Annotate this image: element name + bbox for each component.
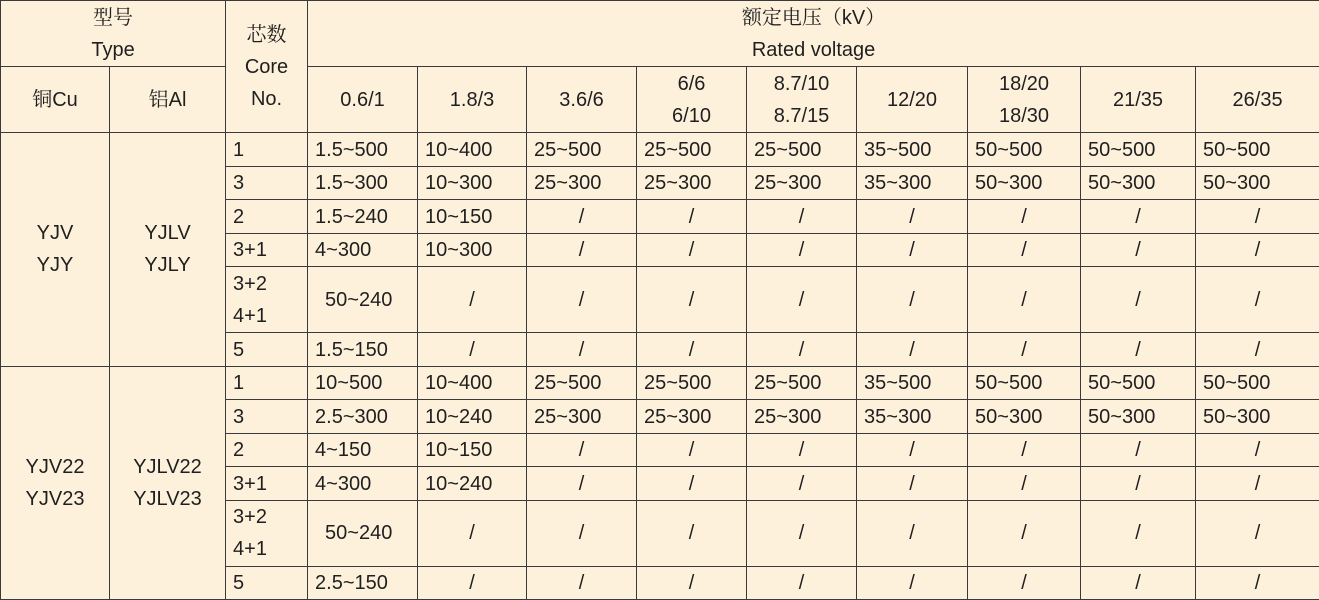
cross-section-cell: 35~500 bbox=[857, 133, 968, 167]
cross-section-cell: 10~240 bbox=[418, 400, 527, 434]
not-available-cell: / bbox=[1081, 333, 1196, 367]
cross-section-cell: 1.5~240 bbox=[308, 200, 418, 234]
not-available-cell: / bbox=[418, 566, 527, 600]
core-count-cell bbox=[226, 366, 308, 400]
voltage-column-header bbox=[308, 67, 418, 133]
aluminum-type-cell bbox=[110, 133, 226, 367]
cross-section-cell: 35~300 bbox=[857, 166, 968, 200]
copper-type-cell bbox=[1, 366, 110, 600]
voltage-header-en: Rated voltage bbox=[308, 34, 1319, 66]
core-count-label: 2 bbox=[233, 201, 307, 233]
voltage-column-header bbox=[1196, 67, 1319, 133]
not-available-cell: / bbox=[747, 333, 857, 367]
cross-section-cell: 10~150 bbox=[418, 433, 527, 467]
not-available-cell: / bbox=[1196, 566, 1319, 600]
core-header-cell bbox=[226, 1, 308, 133]
voltage-label: 6/10 bbox=[637, 100, 746, 132]
not-available-cell: / bbox=[747, 467, 857, 501]
type-header-zh: 型号 bbox=[1, 2, 225, 34]
aluminum-type-label: YJLY bbox=[110, 249, 225, 281]
core-count-label: 5 bbox=[233, 334, 307, 366]
cross-section-cell: 50~500 bbox=[1081, 366, 1196, 400]
core-count-cell bbox=[226, 200, 308, 234]
cross-section-cell: 50~300 bbox=[968, 400, 1081, 434]
not-available-cell: / bbox=[857, 233, 968, 267]
cross-section-cell: 50~500 bbox=[968, 133, 1081, 167]
cross-section-cell: 50~500 bbox=[1196, 366, 1319, 400]
cross-section-cell: 4~300 bbox=[308, 233, 418, 267]
not-available-cell: / bbox=[1081, 200, 1196, 234]
not-available-cell: / bbox=[637, 467, 747, 501]
aluminum-type-label: YJLV23 bbox=[110, 483, 225, 515]
not-available-cell: / bbox=[968, 433, 1081, 467]
not-available-cell: / bbox=[747, 433, 857, 467]
voltage-label: 8.7/15 bbox=[747, 100, 856, 132]
voltage-column-header bbox=[747, 67, 857, 133]
cross-section-cell: 50~500 bbox=[1196, 133, 1319, 167]
core-count-cell bbox=[226, 433, 308, 467]
cross-section-cell: 50~300 bbox=[1196, 166, 1319, 200]
core-count-label: 1 bbox=[233, 134, 307, 166]
cross-section-cell: 2.5~150 bbox=[308, 566, 418, 600]
table-row bbox=[1, 366, 1319, 400]
not-available-cell: / bbox=[1081, 233, 1196, 267]
table-row bbox=[1, 133, 1319, 167]
core-header-en-1: Core bbox=[226, 51, 307, 83]
not-available-cell: / bbox=[747, 267, 857, 333]
core-count-label: 4+1 bbox=[233, 533, 307, 565]
core-count-label: 3+2 bbox=[233, 501, 307, 533]
cross-section-cell: 10~500 bbox=[308, 366, 418, 400]
not-available-cell: / bbox=[527, 566, 637, 600]
not-available-cell: / bbox=[418, 500, 527, 566]
voltage-label: 1.8/3 bbox=[418, 84, 526, 116]
not-available-cell: / bbox=[968, 267, 1081, 333]
copper-type-label: YJV bbox=[1, 217, 109, 249]
core-count-label: 3+1 bbox=[233, 234, 307, 266]
cross-section-cell: 4~150 bbox=[308, 433, 418, 467]
cross-section-cell: 50~240 bbox=[308, 267, 418, 333]
not-available-cell: / bbox=[968, 200, 1081, 234]
core-count-label: 3 bbox=[233, 401, 307, 433]
cross-section-cell: 50~300 bbox=[1081, 400, 1196, 434]
not-available-cell: / bbox=[857, 500, 968, 566]
voltage-label: 6/6 bbox=[637, 68, 746, 100]
not-available-cell: / bbox=[418, 267, 527, 333]
cross-section-cell: 25~500 bbox=[527, 366, 637, 400]
cross-section-cell: 50~300 bbox=[1081, 166, 1196, 200]
not-available-cell: / bbox=[418, 333, 527, 367]
core-header-zh: 芯数 bbox=[226, 19, 307, 51]
copper-type-label: YJV23 bbox=[1, 483, 109, 515]
not-available-cell: / bbox=[1196, 333, 1319, 367]
voltage-row bbox=[1, 67, 1319, 133]
cross-section-cell: 50~240 bbox=[308, 500, 418, 566]
not-available-cell: / bbox=[637, 566, 747, 600]
voltage-label: 26/35 bbox=[1196, 84, 1319, 116]
not-available-cell: / bbox=[1196, 267, 1319, 333]
not-available-cell: / bbox=[857, 433, 968, 467]
not-available-cell: / bbox=[527, 233, 637, 267]
voltage-label: 18/30 bbox=[968, 100, 1080, 132]
not-available-cell: / bbox=[1081, 433, 1196, 467]
copper-type-label: YJV22 bbox=[1, 451, 109, 483]
voltage-column-header bbox=[1081, 67, 1196, 133]
core-count-label: 1 bbox=[233, 367, 307, 399]
not-available-cell: / bbox=[1081, 500, 1196, 566]
not-available-cell: / bbox=[1081, 566, 1196, 600]
cross-section-cell: 10~240 bbox=[418, 467, 527, 501]
cross-section-cell: 10~150 bbox=[418, 200, 527, 234]
cross-section-cell: 50~300 bbox=[968, 166, 1081, 200]
core-count-cell bbox=[226, 133, 308, 167]
voltage-label: 3.6/6 bbox=[527, 84, 636, 116]
cross-section-cell: 50~500 bbox=[968, 366, 1081, 400]
not-available-cell: / bbox=[747, 200, 857, 234]
cross-section-cell: 25~300 bbox=[747, 166, 857, 200]
cross-section-cell: 1.5~500 bbox=[308, 133, 418, 167]
not-available-cell: / bbox=[857, 200, 968, 234]
not-available-cell: / bbox=[637, 500, 747, 566]
voltage-column-header bbox=[418, 67, 527, 133]
not-available-cell: / bbox=[527, 200, 637, 234]
voltage-header-zh: 额定电压（kV） bbox=[308, 2, 1319, 34]
not-available-cell: / bbox=[747, 233, 857, 267]
core-count-label: 3+1 bbox=[233, 468, 307, 500]
cross-section-cell: 25~300 bbox=[527, 400, 637, 434]
not-available-cell: / bbox=[968, 500, 1081, 566]
not-available-cell: / bbox=[857, 467, 968, 501]
not-available-cell: / bbox=[968, 233, 1081, 267]
not-available-cell: / bbox=[637, 267, 747, 333]
not-available-cell: / bbox=[527, 467, 637, 501]
not-available-cell: / bbox=[747, 566, 857, 600]
core-count-cell bbox=[226, 233, 308, 267]
copper-type-cell bbox=[1, 133, 110, 367]
not-available-cell: / bbox=[527, 267, 637, 333]
not-available-cell: / bbox=[968, 467, 1081, 501]
cross-section-cell: 25~300 bbox=[527, 166, 637, 200]
not-available-cell: / bbox=[747, 500, 857, 566]
voltage-column-header bbox=[857, 67, 968, 133]
not-available-cell: / bbox=[527, 433, 637, 467]
aluminum-header: 铝Al bbox=[110, 67, 226, 133]
core-count-label: 5 bbox=[233, 567, 307, 599]
cross-section-cell: 25~300 bbox=[747, 400, 857, 434]
voltage-label: 0.6/1 bbox=[308, 84, 417, 116]
not-available-cell: / bbox=[1081, 467, 1196, 501]
core-count-cell bbox=[226, 467, 308, 501]
aluminum-type-label: YJLV bbox=[110, 217, 225, 249]
type-header-en: Type bbox=[1, 34, 225, 66]
not-available-cell: / bbox=[857, 333, 968, 367]
aluminum-type-cell bbox=[110, 366, 226, 600]
voltage-column-header bbox=[527, 67, 637, 133]
copper-header: 铜Cu bbox=[1, 67, 110, 133]
cross-section-cell: 1.5~300 bbox=[308, 166, 418, 200]
core-count-cell bbox=[226, 166, 308, 200]
not-available-cell: / bbox=[637, 333, 747, 367]
copper-type-label: YJY bbox=[1, 249, 109, 281]
cross-section-cell: 10~300 bbox=[418, 233, 527, 267]
voltage-label: 18/20 bbox=[968, 68, 1080, 100]
table-body bbox=[1, 133, 1319, 600]
not-available-cell: / bbox=[1196, 233, 1319, 267]
aluminum-type-label: YJLV22 bbox=[110, 451, 225, 483]
type-header-cell bbox=[1, 1, 226, 67]
cross-section-cell: 25~500 bbox=[747, 366, 857, 400]
cross-section-cell: 10~400 bbox=[418, 133, 527, 167]
not-available-cell: / bbox=[857, 267, 968, 333]
voltage-label: 21/35 bbox=[1081, 84, 1195, 116]
cross-section-cell: 25~500 bbox=[527, 133, 637, 167]
cross-section-cell: 25~500 bbox=[747, 133, 857, 167]
not-available-cell: / bbox=[637, 233, 747, 267]
cross-section-cell: 10~400 bbox=[418, 366, 527, 400]
not-available-cell: / bbox=[857, 566, 968, 600]
cross-section-cell: 25~300 bbox=[637, 166, 747, 200]
voltage-header-cell bbox=[308, 1, 1319, 67]
core-count-cell bbox=[226, 400, 308, 434]
not-available-cell: / bbox=[1081, 267, 1196, 333]
voltage-label: 8.7/10 bbox=[747, 68, 856, 100]
not-available-cell: / bbox=[527, 333, 637, 367]
core-count-cell bbox=[226, 333, 308, 367]
not-available-cell: / bbox=[637, 200, 747, 234]
not-available-cell: / bbox=[637, 433, 747, 467]
cross-section-cell: 50~500 bbox=[1081, 133, 1196, 167]
cross-section-cell: 50~300 bbox=[1196, 400, 1319, 434]
not-available-cell: / bbox=[1196, 200, 1319, 234]
cross-section-cell: 35~500 bbox=[857, 366, 968, 400]
cross-section-cell: 25~500 bbox=[637, 133, 747, 167]
cross-section-cell: 35~300 bbox=[857, 400, 968, 434]
core-count-cell bbox=[226, 566, 308, 600]
not-available-cell: / bbox=[1196, 467, 1319, 501]
core-count-label: 3 bbox=[233, 167, 307, 199]
cross-section-cell: 25~500 bbox=[637, 366, 747, 400]
core-count-cell bbox=[226, 500, 308, 566]
cross-section-cell: 25~300 bbox=[637, 400, 747, 434]
table-header bbox=[1, 1, 1319, 133]
voltage-column-header bbox=[968, 67, 1081, 133]
core-count-label: 4+1 bbox=[233, 300, 307, 332]
core-count-label: 2 bbox=[233, 434, 307, 466]
not-available-cell: / bbox=[968, 333, 1081, 367]
not-available-cell: / bbox=[1196, 433, 1319, 467]
cross-section-cell: 4~300 bbox=[308, 467, 418, 501]
not-available-cell: / bbox=[1196, 500, 1319, 566]
core-count-label: 3+2 bbox=[233, 268, 307, 300]
cross-section-cell: 1.5~150 bbox=[308, 333, 418, 367]
voltage-column-header bbox=[637, 67, 747, 133]
cross-section-cell: 2.5~300 bbox=[308, 400, 418, 434]
not-available-cell: / bbox=[968, 566, 1081, 600]
not-available-cell: / bbox=[527, 500, 637, 566]
core-header-en-2: No. bbox=[226, 83, 307, 115]
cross-section-cell: 10~300 bbox=[418, 166, 527, 200]
voltage-label: 12/20 bbox=[857, 84, 967, 116]
core-count-cell bbox=[226, 267, 308, 333]
